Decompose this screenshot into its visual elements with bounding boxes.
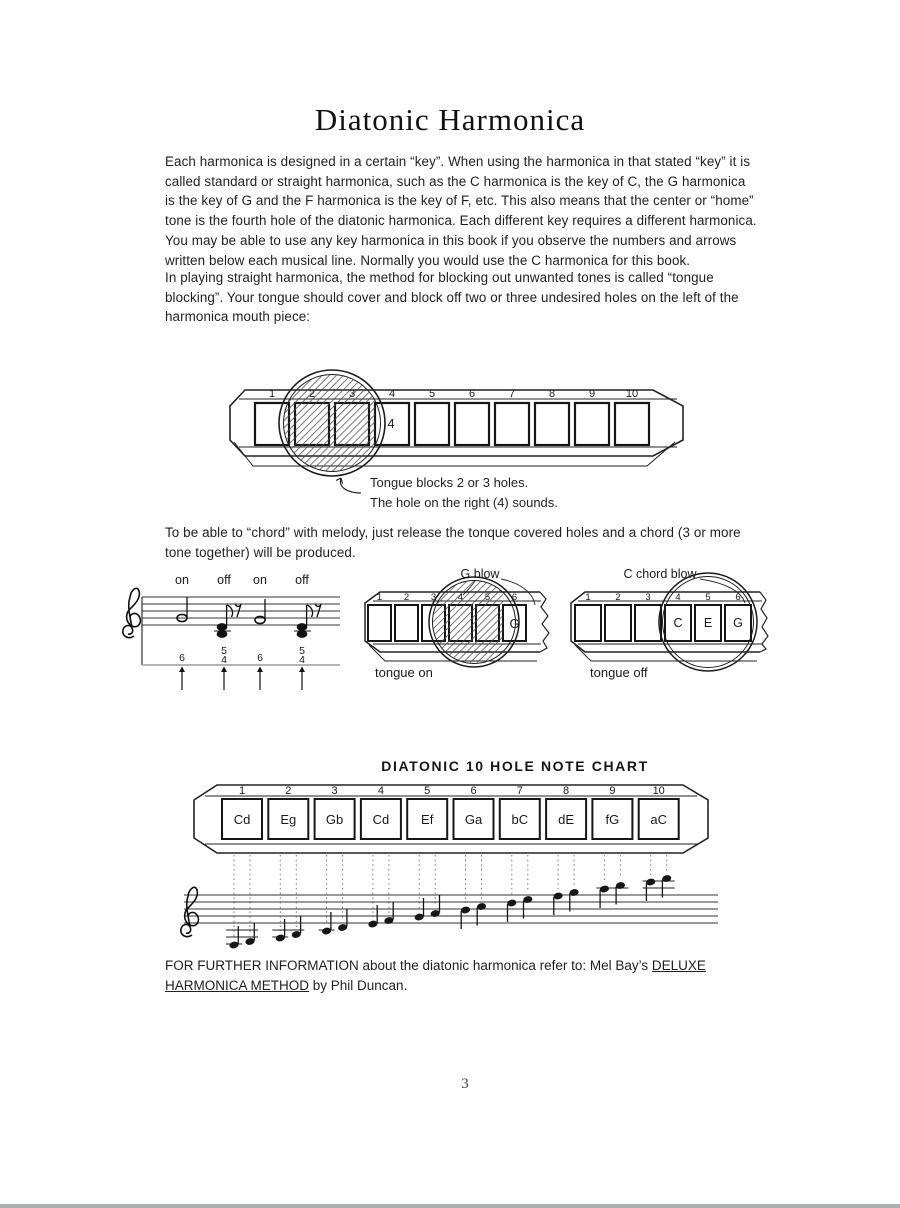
- svg-text:3: 3: [645, 592, 651, 603]
- page-title: Diatonic Harmonica: [314, 102, 586, 137]
- svg-text:8: 8: [563, 785, 570, 797]
- svg-text:4: 4: [377, 785, 384, 797]
- staff-lines: [142, 597, 340, 625]
- svg-text:C: C: [673, 616, 683, 630]
- svg-text:aC: aC: [650, 812, 668, 827]
- svg-text:off: off: [295, 573, 309, 587]
- paragraph-intro: Each harmonica is designed in a certain “key”. When using the harmonica in that stated “key” it is called standard or straight harmonica, such as the C harmonica is the key of C, the G harmonica is the key of G and the F harmonica is the key of F, etc. This also means that the center or “home” tone is the fourth hole of the diatonic harmonica. Each different key requires a different harmonica. You may be able to use any key harmonica in this book if you observe the numbers and arrows written below each musical line. Normally you would use the C harmonica for this book.: [165, 154, 757, 268]
- note-chart-figure: [185, 773, 715, 863]
- footer-text-after: by Phil Duncan.: [309, 978, 408, 994]
- svg-text:6: 6: [511, 592, 518, 603]
- svg-text:6: 6: [468, 388, 476, 400]
- svg-text:10: 10: [625, 388, 639, 400]
- svg-text:1: 1: [585, 592, 591, 603]
- treble-clef-icon: [123, 588, 141, 637]
- svg-text:bC: bC: [511, 812, 529, 827]
- svg-text:5: 5: [299, 645, 305, 657]
- svg-text:3: 3: [430, 592, 437, 603]
- svg-text:Ef: Ef: [421, 812, 434, 827]
- scale-notes: [226, 874, 675, 949]
- notes: [177, 597, 321, 637]
- svg-text:4: 4: [221, 654, 227, 666]
- svg-text:1: 1: [376, 592, 383, 603]
- svg-text:1: 1: [238, 785, 246, 797]
- svg-text:G: G: [733, 616, 743, 630]
- c-chord-title: C chord blow: [623, 567, 697, 581]
- svg-text:8: 8: [548, 388, 556, 400]
- torn-edge: [540, 592, 549, 652]
- footer-book-title: DELUXE HARMONICA METHOD: [165, 958, 706, 994]
- notation-figure: [118, 570, 350, 695]
- svg-text:dE: dE: [558, 812, 575, 827]
- sounding-hole-label: 4: [387, 416, 395, 431]
- tongue-hatch: [284, 375, 380, 471]
- svg-text:7: 7: [516, 785, 523, 797]
- tongue-block-caption: [370, 473, 558, 513]
- svg-text:5: 5: [428, 388, 436, 400]
- scale-staff-figure: [170, 853, 730, 968]
- svg-text:6: 6: [257, 652, 263, 664]
- svg-text:7: 7: [508, 388, 516, 400]
- scan-edge-shadow: [0, 1204, 900, 1208]
- svg-text:Cd: Cd: [372, 812, 390, 827]
- paragraph-chord: To be able to “chord” with melody, just release the tonque covered holes and a chord (3 or more tone together) will be produced.: [165, 525, 741, 560]
- svg-text:2: 2: [615, 592, 621, 603]
- svg-text:6: 6: [179, 652, 185, 664]
- onoff-labels: [175, 573, 309, 587]
- svg-text:6: 6: [735, 592, 741, 603]
- blow-arrows: [179, 667, 305, 691]
- further-information-note: [165, 956, 757, 997]
- dotted-guide-lines: [234, 855, 667, 938]
- svg-text:6: 6: [470, 785, 477, 797]
- svg-text:10: 10: [652, 785, 665, 797]
- footer-text-before: FOR FURTHER INFORMATION about the diatonic harmonica refer to: Mel Bay’s: [165, 958, 652, 973]
- caption-arrow: [336, 478, 361, 493]
- hole-marks: [179, 645, 305, 666]
- svg-text:5: 5: [221, 645, 227, 657]
- svg-text:5: 5: [705, 592, 711, 603]
- g-blow-figure: [355, 565, 565, 683]
- svg-text:on: on: [175, 573, 189, 587]
- caption-line-2: The hole on the right (4) sounds.: [370, 495, 558, 511]
- svg-text:Ga: Ga: [464, 812, 483, 827]
- svg-text:on: on: [253, 573, 267, 587]
- svg-text:1: 1: [268, 388, 276, 400]
- tongue-hatch: [430, 581, 518, 663]
- svg-text:E: E: [703, 616, 713, 630]
- svg-text:2: 2: [403, 592, 410, 603]
- svg-text:9: 9: [588, 388, 596, 400]
- note-chart-title: DIATONIC 10 HOLE NOTE CHART: [381, 758, 649, 774]
- svg-text:4: 4: [299, 654, 305, 666]
- paragraph-tongue-blocking: In playing straight harmonica, the method for blocking out unwanted tones is called “tongue blocking”. Your tongue should cover and block off two or three undesired holes on the left of the harmonica mouth piece:: [165, 270, 739, 325]
- svg-text:Eg: Eg: [280, 812, 297, 827]
- svg-text:3: 3: [331, 785, 338, 797]
- staff-lines: [184, 895, 718, 923]
- svg-text:4: 4: [675, 592, 681, 603]
- svg-text:2: 2: [285, 785, 292, 797]
- svg-text:off: off: [217, 573, 231, 587]
- hole-numbers: [239, 785, 665, 797]
- svg-text:Cd: Cd: [233, 812, 251, 827]
- c-chord-caption: tongue off: [590, 665, 648, 680]
- svg-text:fG: fG: [605, 812, 620, 827]
- page-number: 3: [461, 1076, 469, 1092]
- g-note-label: G: [509, 616, 520, 631]
- c-chord-blow-figure: [565, 565, 800, 683]
- svg-text:4: 4: [388, 388, 396, 400]
- caption-line-1: Tongue blocks 2 or 3 holes.: [370, 475, 529, 490]
- g-blow-caption: tongue on: [375, 665, 433, 680]
- svg-text:Gb: Gb: [325, 812, 344, 827]
- svg-text:9: 9: [609, 785, 616, 797]
- g-blow-title: G blow: [460, 567, 500, 581]
- svg-text:5: 5: [424, 785, 431, 797]
